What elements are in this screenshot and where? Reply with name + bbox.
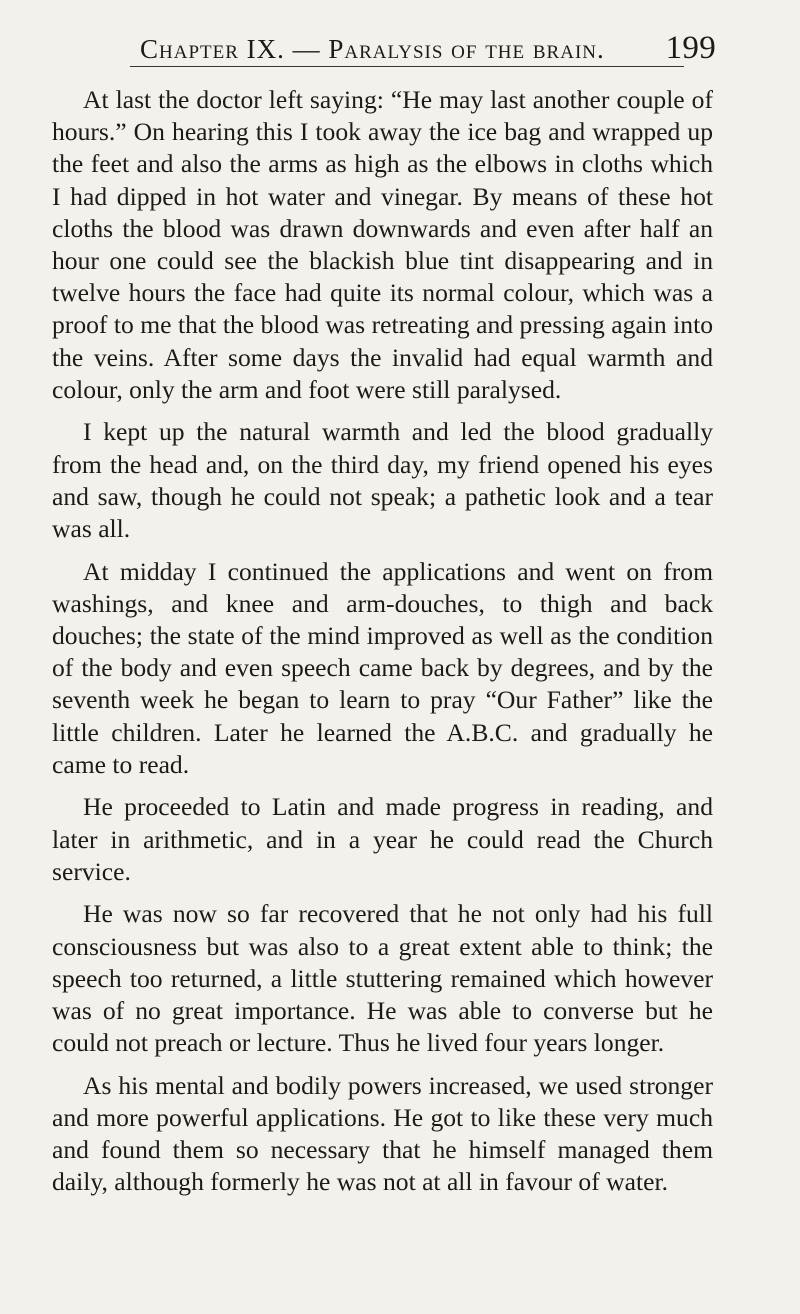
body-text	[52, 84, 713, 1209]
paragraph: He was now so far recovered that he not only had his full consciousness but was also to a great extent able to think; the speech too returned, a little stuttering remained which however was of no great importance. He was able to converse but he could not preach or lecture. Thus he lived four years longer.	[52, 899, 713, 1058]
paragraph: At last the doctor left saying: “He may last another couple of hours.” On hearing this I took away the ice bag and wrapped up the feet and also the arms as high as the elbows in cloths which I had dipped in hot water and vinegar. By means of these hot cloths the blood was drawn downwards and even after half an hour one could see the blackish blue tint disappearing and in twelve hours the face had quite its normal colour, which was a proof to me that the blood was retreating and pressing again into the veins. After some days the invalid had equal warmth and colour, only the arm and foot were still paralysed.	[52, 85, 713, 404]
paragraph: He proceeded to Latin and made progress in reading, and later in arithmetic, and in a year he could read the Church service.	[52, 792, 713, 886]
header-rule	[130, 66, 684, 67]
chapter-title: Chapter IX. — Paralysis of the brain.	[140, 34, 605, 64]
paragraph: At midday I continued the applications and went on from washings, and knee and arm-douches, to thigh and back douches; the state of the mind improved as well as the condition of the body and even speech came back by degrees, and by the seventh week he began to learn to pray “Our Father” like the little children. Later he learned the A.B.C. and gradually he came to read.	[52, 556, 713, 779]
paragraph: As his mental and bodily powers increased, we used stronger and more powerful applications. He got to like these very much and found them so necessary that he himself managed them daily, although formerly he was not at all in favour of water.	[52, 1070, 713, 1197]
paragraph: I kept up the natural warmth and led the blood gradually from the head and, on the third day, my friend opened his eyes and saw, though he could not speak; a pathetic look and a tear was all.	[52, 417, 713, 544]
running-head	[114, 22, 714, 82]
page-number: 199	[665, 30, 716, 66]
